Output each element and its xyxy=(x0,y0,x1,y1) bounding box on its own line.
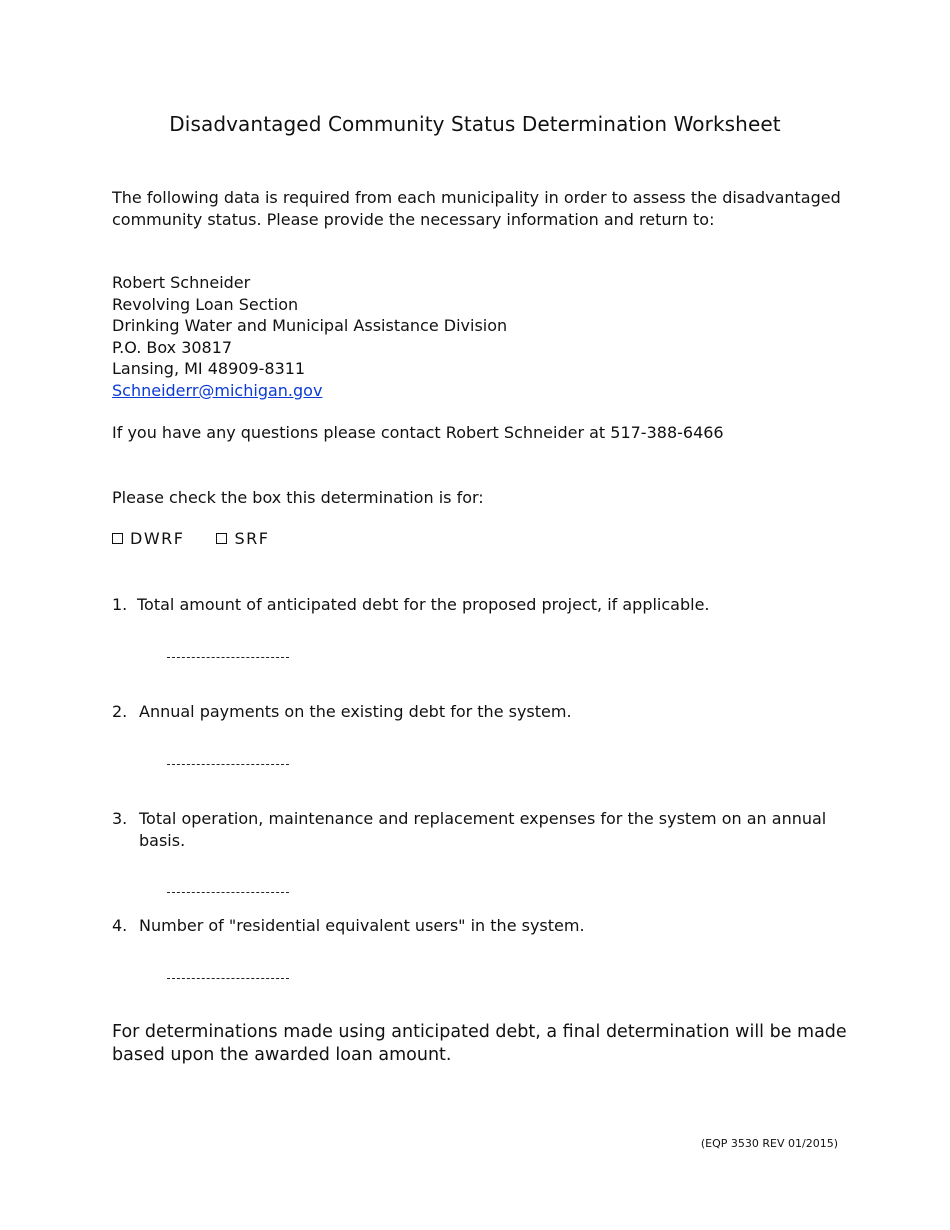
srf-checkbox-option[interactable] xyxy=(216,529,269,548)
answer-4-field[interactable] xyxy=(167,962,289,979)
answer-2-field[interactable] xyxy=(167,748,289,765)
srf-label: SRF xyxy=(234,529,270,548)
email-link[interactable]: Schneiderr@michigan.gov xyxy=(112,380,323,400)
question-text: Annual payments on the existing debt for the system. xyxy=(139,702,572,721)
division-name: Drinking Water and Municipal Assistance Division xyxy=(112,316,508,335)
srf-checkbox[interactable] xyxy=(216,533,227,544)
form-number-footer: (EQP 3530 REV 01/2015) xyxy=(700,1137,838,1150)
contact-name: Robert Schneider xyxy=(112,273,251,292)
check-prompt: Please check the box this determination is for: xyxy=(112,488,484,507)
question-number: 3. xyxy=(112,809,128,828)
section-name: Revolving Loan Section xyxy=(112,294,299,314)
mailing-address xyxy=(112,272,712,401)
question-text: Total amount of anticipated debt for the proposed project, if applicable. xyxy=(137,595,710,614)
dwrf-label: DWRF xyxy=(130,529,185,548)
question-3 xyxy=(112,808,832,851)
po-box: P.O. Box 30817 xyxy=(112,337,233,357)
answer-1-field[interactable] xyxy=(167,641,289,658)
contact-questions-text: If you have any questions please contact Robert Schneider at 517-388-6466 xyxy=(112,423,724,442)
page-title: Disadvantaged Community Status Determination Worksheet xyxy=(169,112,781,136)
intro-paragraph: The following data is required from each municipality in order to assess the disadvantaged community status. Please provide the necessary information and return to: xyxy=(112,188,841,229)
closing-note: For determinations made using anticipated debt, a final determination will be made based upon the awarded loan amount. xyxy=(112,1022,847,1065)
question-number: 2. xyxy=(112,702,128,721)
question-number: 1. xyxy=(112,595,128,614)
question-4 xyxy=(112,915,832,937)
program-checkboxes xyxy=(112,529,269,548)
question-2 xyxy=(112,701,832,723)
dwrf-checkbox[interactable] xyxy=(112,533,123,544)
question-1 xyxy=(112,594,832,616)
question-text: Total operation, maintenance and replacement expenses for the system on an annual basis. xyxy=(139,809,827,850)
answer-3-field[interactable] xyxy=(167,876,289,893)
city-state-zip: Lansing, MI 48909-8311 xyxy=(112,359,306,378)
dwrf-checkbox-option[interactable] xyxy=(112,529,184,548)
question-number: 4. xyxy=(112,916,128,935)
question-text: Number of "residential equivalent users" in the system. xyxy=(139,916,585,935)
